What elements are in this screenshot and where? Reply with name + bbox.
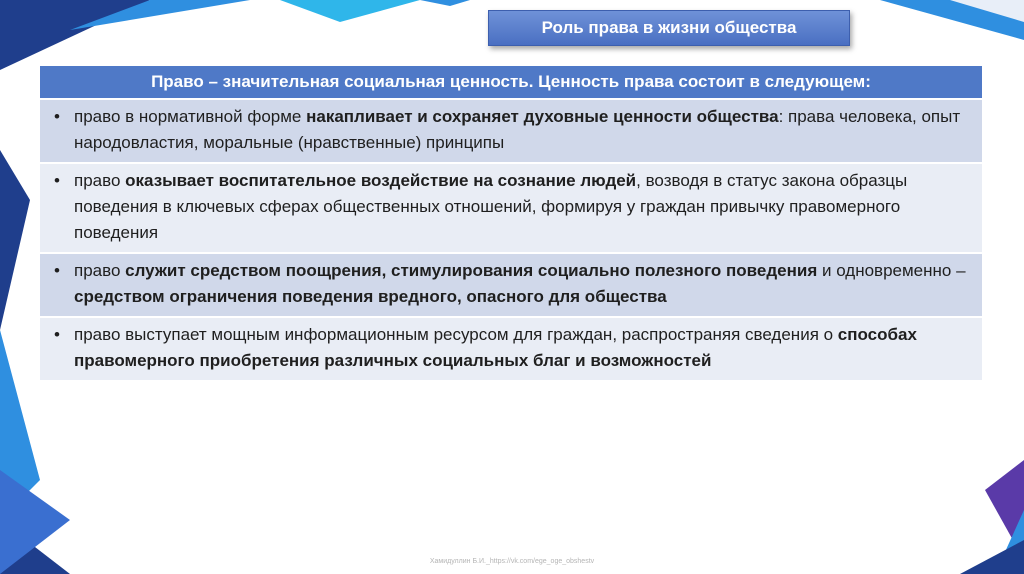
table-row xyxy=(40,252,982,316)
content-table xyxy=(40,66,982,380)
bullet-icon: • xyxy=(54,325,60,344)
footer-credit: Хамидуллин Б.И._https://vk.com/ege_oge_obshestv xyxy=(429,558,595,565)
row-text: право в нормативной форме накапливает и сохраняет духовные ценности общества: права человека, опыт народовластия, моральные (нравственные) принципы xyxy=(74,107,961,152)
bullet-icon: • xyxy=(54,171,60,190)
table-row xyxy=(40,98,982,162)
row-text: право служит средством поощрения, стимулирования социально полезного поведения и одновременно – средством ограничения поведения вредного, опасного для общества xyxy=(74,261,966,306)
deco-shape-top-center-cyan xyxy=(280,0,420,22)
deco-shape-left-navy xyxy=(0,150,30,330)
bullet-icon: • xyxy=(54,107,60,126)
deco-shape-top-center-blue xyxy=(420,0,470,6)
bullet-icon: • xyxy=(54,261,60,280)
table-row xyxy=(40,162,982,252)
row-text: право выступает мощным информационным ресурсом для граждан, распространяя сведения о способах правомерного приобретения различных социальных благ и возможностей xyxy=(74,325,917,370)
table-row xyxy=(40,316,982,380)
row-text: право оказывает воспитательное воздействие на сознание людей, возводя в статус закона образцы поведения в ключевых сферах общественных отношений, формируя у граждан привычку правомерного поведения xyxy=(74,171,908,242)
table-header: Право – значительная социальная ценность. Ценность права состоит в следующем: xyxy=(40,66,982,98)
slide-title: Роль права в жизни общества xyxy=(488,10,850,46)
